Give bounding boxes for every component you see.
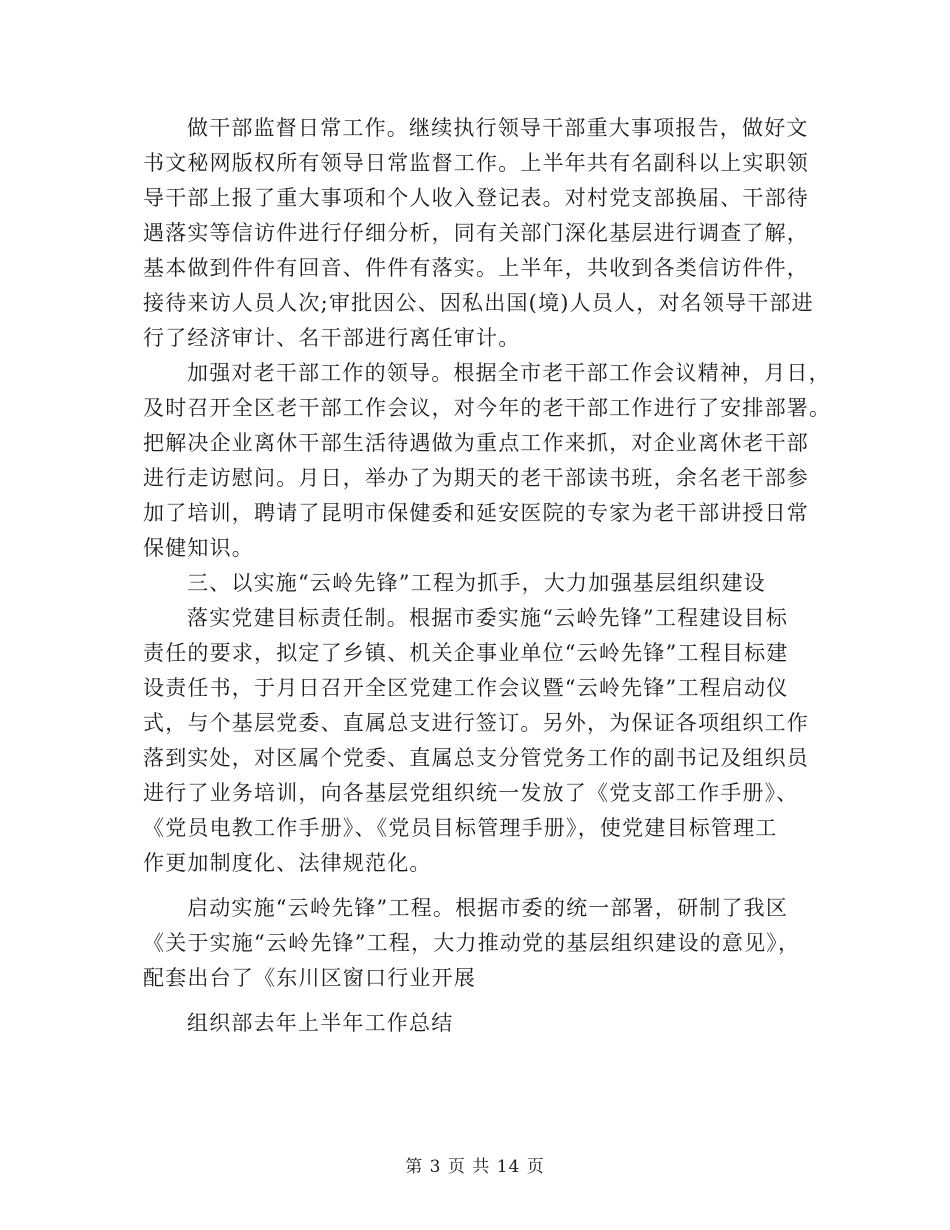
text-line: 加了培训，聘请了昆明市保健委和延安医院的专家为老干部讲授日常 — [143, 501, 809, 525]
text-line: 加强对老干部工作的领导。根据全市老干部工作会议精神，月日， — [187, 361, 831, 385]
text-line: 书文秘网版权所有领导日常监督工作。上半年共有名副科以上实职领 — [143, 151, 809, 175]
text-line: 作更加制度化、法律规范化。 — [143, 851, 432, 875]
text-line: 及时召开全区老干部工作会议，对今年的老干部工作进行了安排部署。 — [143, 396, 832, 420]
text-line: 式，与个基层党委、直属总支进行签订。另外，为保证各项组织工作 — [143, 711, 809, 735]
text-line: 《党员电教工作手册》、《党员目标管理手册》，使党建目标管理工 — [143, 816, 778, 840]
text-line: 保健知识。 — [143, 536, 254, 560]
document-title-line: 组织部去年上半年工作总结 — [187, 1011, 454, 1035]
text-line: 把解决企业离休干部生活待遇做为重点工作来抓，对企业离休老干部 — [143, 431, 809, 455]
text-line: 导干部上报了重大事项和个人收入登记表。对村党支部换届、干部待 — [143, 186, 809, 210]
text-line: 接待来访人员人次;审批因公、因私出国(境)人员人，对名领导干部进 — [143, 291, 814, 315]
text-line: 配套出台了《东川区窗口行业开展 — [143, 966, 476, 990]
text-line: 进行了业务培训，向各基层党组织统一发放了《党支部工作手册》、 — [143, 781, 799, 805]
text-line: 启动实施“云岭先锋”工程。根据市委的统一部署，研制了我区 — [187, 896, 789, 920]
text-line: 行了经济审计、名干部进行离任审计。 — [143, 326, 521, 350]
text-line: 设责任书，于月日召开全区党建工作会议暨“云岭先锋”工程启动仪 — [143, 676, 789, 700]
text-line: 落到实处，对区属个党委、直属总支分管党务工作的副书记及组织员 — [143, 746, 809, 770]
text-line: 做干部监督日常工作。继续执行领导干部重大事项报告，做好文 — [187, 116, 809, 140]
section-heading: 三、以实施“云岭先锋”工程为抓手，大力加强基层组织建设 — [187, 571, 766, 595]
text-line: 《关于实施“云岭先锋”工程，大力推动党的基层组织建设的意见》， — [143, 931, 801, 955]
text-line: 遇落实等信访件进行仔细分析，同有关部门深化基层进行调查了解， — [143, 221, 809, 245]
page-number-footer: 第 3 页 共 14 页 — [405, 1157, 545, 1177]
text-line: 基本做到件件有回音、件件有落实。上半年，共收到各类信访件件， — [143, 256, 809, 280]
text-line: 落实党建目标责任制。根据市委实施“云岭先锋”工程建设目标 — [187, 606, 789, 630]
text-line: 责任的要求，拟定了乡镇、机关企事业单位“云岭先锋”工程目标建 — [143, 641, 789, 665]
text-line: 进行走访慰问。月日，举办了为期天的老干部读书班，余名老干部参 — [143, 466, 809, 490]
